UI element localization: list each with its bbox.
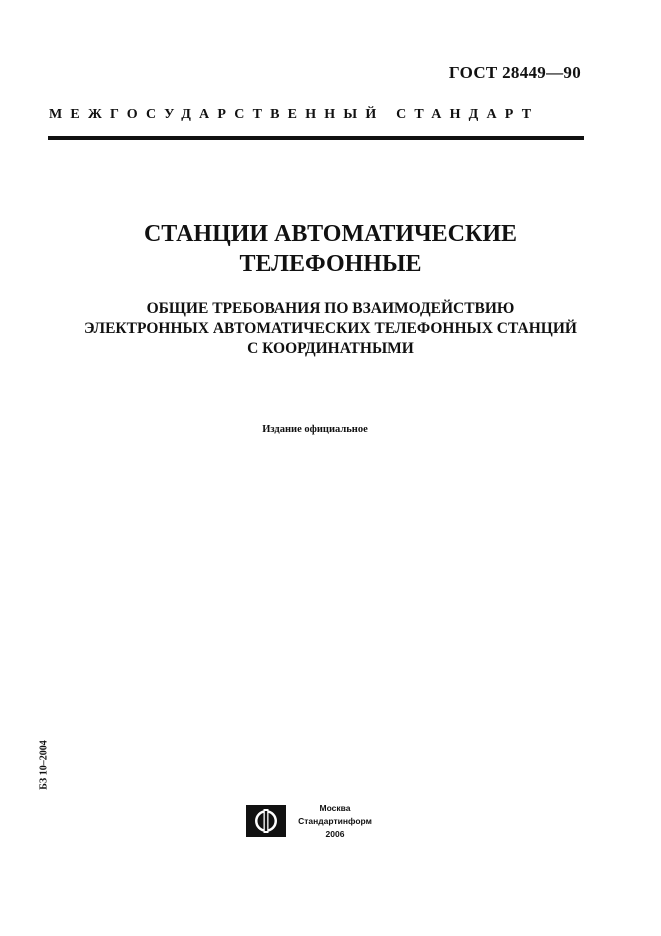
subtitle-line-1: ОБЩИЕ ТРЕБОВАНИЯ ПО ВЗАИМОДЕЙСТВИЮ <box>146 300 515 317</box>
title-line-1: СТАНЦИИ АВТОМАТИЧЕСКИЕ <box>143 221 518 247</box>
subtitle-line-2: ЭЛЕКТРОННЫХ АВТОМАТИЧЕСКИХ ТЕЛЕФОННЫХ СТАНЦИЙ <box>84 320 577 337</box>
publisher-name: Стандартинформ <box>298 816 372 826</box>
publisher-imprint <box>294 802 376 841</box>
edition-note: Издание официальное <box>262 424 368 435</box>
title-line-2: ТЕЛЕФОННЫЕ <box>239 251 422 277</box>
document-subtitle <box>0 299 661 359</box>
subtitle-line-3: С КООРДИНАТНЫМИ <box>247 340 414 357</box>
gost-number: ГОСТ 28449—90 <box>448 63 581 82</box>
publisher-city: Москва <box>319 803 351 813</box>
publisher-year: 2006 <box>325 829 345 839</box>
standard-type-heading: МЕЖГОСУДАРСТВЕННЫЙ СТАНДАРТ <box>49 107 540 122</box>
document-title <box>0 219 661 279</box>
header-divider <box>48 136 584 140</box>
publisher-logo-icon <box>246 805 286 837</box>
side-code: БЗ 10–2004 <box>38 740 50 790</box>
